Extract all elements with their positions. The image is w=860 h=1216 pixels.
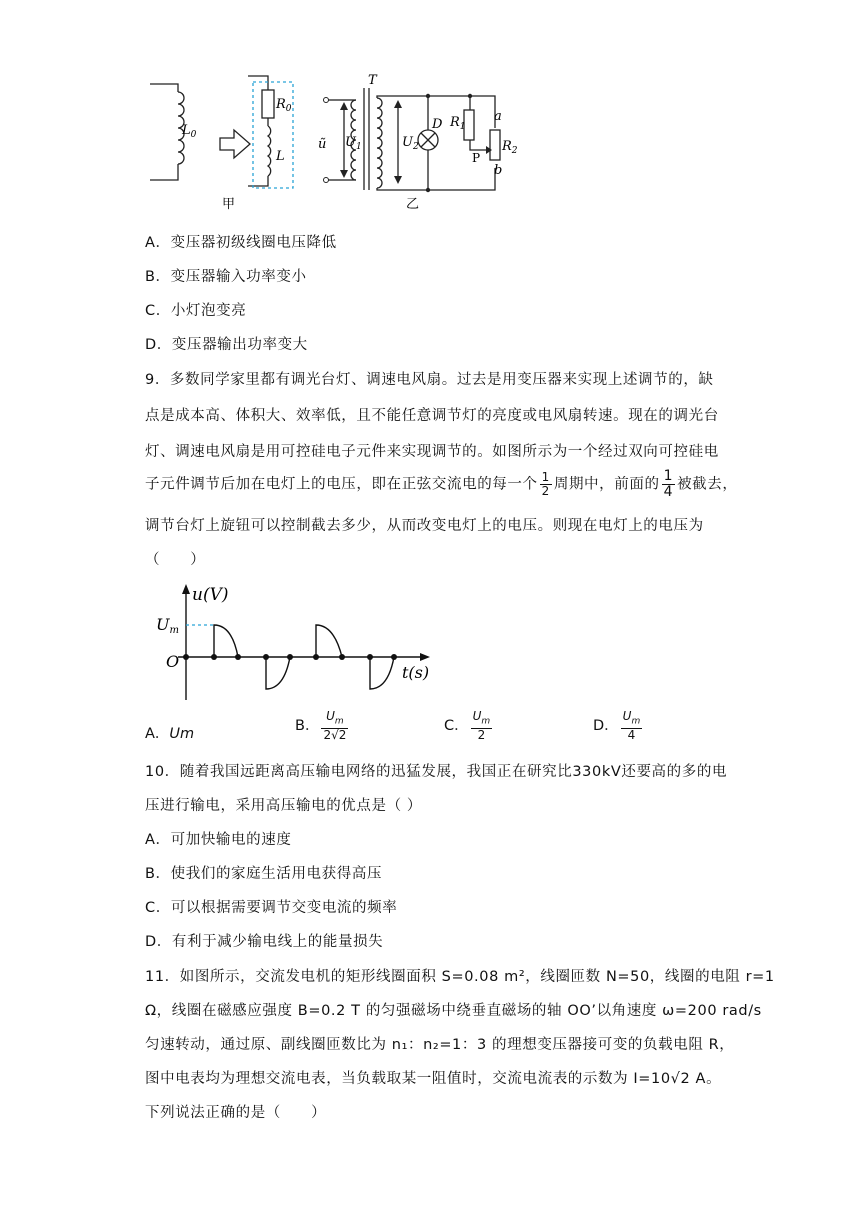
q9-option-a: A．Um xyxy=(145,726,195,742)
q8-option-d: D．变压器输出功率变大 xyxy=(145,337,308,353)
q8-option-c: C．小灯泡变亮 xyxy=(145,303,247,319)
q10-line-2: 压进行输电，采用高压输电的优点是（ ） xyxy=(145,798,423,814)
label-U1: $U_1$ xyxy=(345,135,362,152)
q9-line-4: 子元件调节后加在电灯上的电压，即在正弦交流电的每一个 $\frac{1}{2}$ 周期中，前面的 $\frac{1}{4}$ 被截去， xyxy=(145,468,738,500)
label-L0: $L_0$ xyxy=(182,123,197,140)
graph-um-label: Um xyxy=(156,615,179,636)
q9-line-2: 点是成本高、体积大、效率低，且不能任意调节灯的亮度或电风扇转速。现在的调光台 xyxy=(145,408,719,424)
graph-x-axis-label: t(s) xyxy=(402,663,430,682)
label-u: ũ xyxy=(318,137,327,152)
q9-line-1: 9．多数同学家里都有调光台灯、调速电风扇。过去是用变压器来实现上述调节的，缺 xyxy=(145,372,714,388)
q10-line-1: 10．随着我国远距离高压输电网络的迅猛发展，我国正在研究比330kV还要高的多的电 xyxy=(145,764,728,780)
q10-option-d: D．有利于减少输电线上的能量损失 xyxy=(145,934,384,950)
q10-option-a: A．可加快输电的速度 xyxy=(145,832,292,848)
figure-transformer-circuit xyxy=(140,68,520,216)
q11-line-1: 11．如图所示，交流发电机的矩形线圈面积 S=0.08 m²，线圈匝数 N=50，线圈的电阻 r=1 xyxy=(145,969,775,985)
q10-option-b: B．使我们的家庭生活用电获得高压 xyxy=(145,866,383,882)
label-U2: $U_2$ xyxy=(402,135,419,152)
q9-option-b: B． $\frac{U_m}{2√2}$ xyxy=(295,709,347,743)
dashed-enclosure xyxy=(253,82,293,188)
q9-option-c: C． $\frac{U_m}{2}$ xyxy=(444,709,491,743)
voltage-waveform-graph xyxy=(150,578,440,706)
q11-line-5: 下列说法正确的是（ ） xyxy=(145,1105,327,1121)
label-b: b xyxy=(494,163,503,178)
label-D: D xyxy=(432,117,443,132)
label-R0: $R_0$ xyxy=(276,97,292,114)
q9-line-6: （ ） xyxy=(145,552,206,568)
label-yi: 乙 xyxy=(406,197,420,212)
label-a: a xyxy=(494,109,502,124)
label-L: L xyxy=(276,149,285,164)
q8-option-a: A．变压器初级线圈电压降低 xyxy=(145,235,337,251)
graph-y-axis-label: u(V) xyxy=(192,585,229,605)
q9-option-d: D． $\frac{U_m}{4}$ xyxy=(593,709,641,743)
label-T: T xyxy=(368,73,377,88)
fraction-half: $\frac{1}{2}$ xyxy=(541,470,550,498)
q11-line-4: 图中电表均为理想交流电表，当负载取某一阻值时，交流电流表的示数为 I=10√2 A。 xyxy=(145,1071,722,1087)
q8-option-b: B．变压器输入功率变小 xyxy=(145,269,307,285)
label-jia: 甲 xyxy=(222,197,236,212)
q11-line-3: 匀速转动，通过原、副线圈匝数比为 n₁：n₂=1：3 的理想变压器接可变的负载电阻 R， xyxy=(145,1037,735,1053)
q9-line-3: 灯、调速电风扇是用可控硅电子元件来实现调节的。如图所示为一个经过双向可控硅电 xyxy=(145,444,719,460)
label-R1: $R_1$ xyxy=(450,115,466,132)
label-R2: $R_2$ xyxy=(502,139,518,156)
fraction-quarter: $\frac{1}{4}$ xyxy=(663,468,674,500)
q9-line-5: 调节台灯上旋钮可以控制截去多少，从而改变电灯上的电压。则现在电灯上的电压为 xyxy=(145,518,704,534)
q10-option-c: C．可以根据需要调节交变电流的频率 xyxy=(145,900,398,916)
q11-line-2: Ω，线圈在磁感应强度 B=0.2 T 的匀强磁场中绕垂直磁场的轴 OO’以角速度 ω=200 rad/s xyxy=(145,1003,762,1019)
label-P: P xyxy=(472,151,481,165)
graph-origin-label: O xyxy=(166,652,180,671)
